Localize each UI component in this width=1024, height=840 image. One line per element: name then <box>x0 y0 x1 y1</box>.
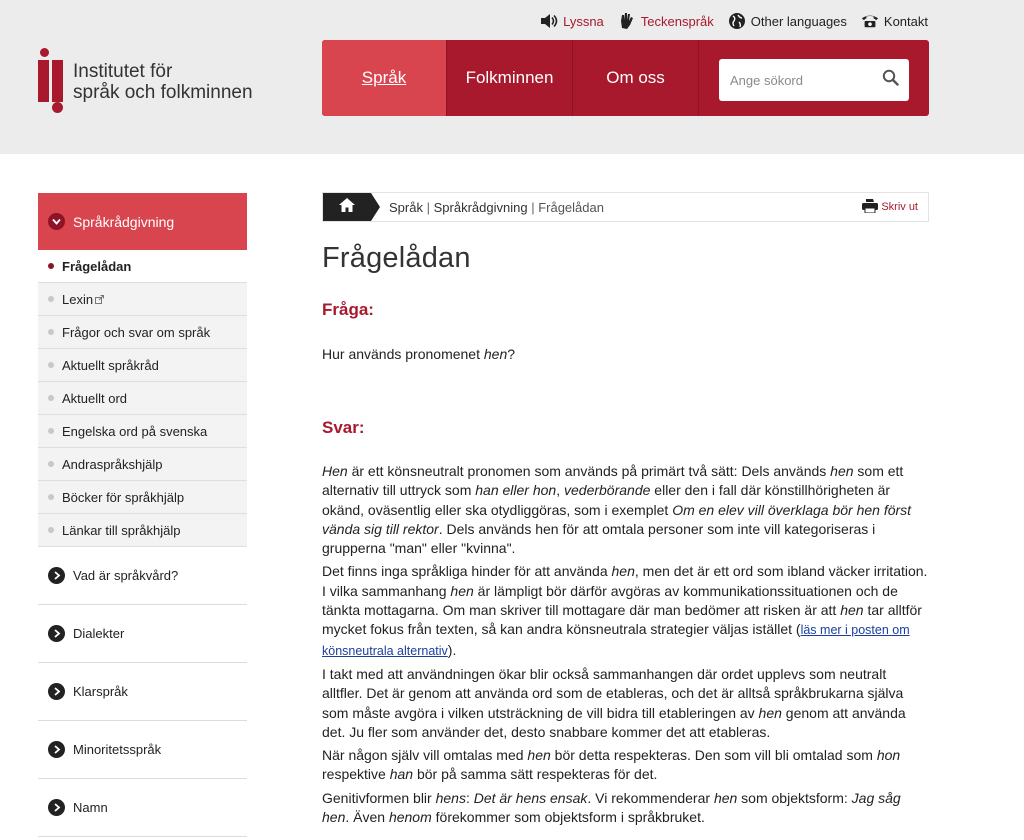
answer-heading: Svar: <box>322 418 365 437</box>
chevron-right-icon <box>48 683 65 700</box>
bullet-icon <box>48 362 54 368</box>
sidebar-item-label: Minoritetsspråk <box>73 742 162 757</box>
sidebar-item-label: Aktuellt språkråd <box>62 357 159 373</box>
answer-paragraph-5: Genitivformen blir hens: Det är hens ensak. Vi rekommenderar hen som objektsform: Jag såg hen. Även henom förekommer som objektsform i språkbruket. <box>322 789 901 826</box>
utility-other-languages-label: Other languages <box>750 13 847 29</box>
sidebar-item-label: Frågelådan <box>62 258 132 274</box>
sidebar-item-dialekter[interactable] <box>38 605 247 663</box>
sidebar-submenu <box>38 250 247 547</box>
sidebar-item-label: Klarspråk <box>73 684 128 699</box>
sidebar-item-label: Vad är språkvård? <box>73 568 179 583</box>
sidebar-item-namn[interactable] <box>38 779 247 837</box>
utility-contact-label: Kontakt <box>883 13 928 29</box>
bullet-icon <box>48 494 54 500</box>
chevron-right-icon <box>48 741 65 758</box>
logo-text <box>73 61 253 103</box>
print-button[interactable] <box>862 199 918 216</box>
breadcrumb-trail <box>389 200 604 215</box>
chevron-right-icon <box>48 567 65 584</box>
speaker-icon <box>540 12 558 30</box>
sidebar-item-aktuellt-sprakrad[interactable] <box>38 349 247 382</box>
sidebar-item-klarsprak[interactable] <box>38 663 247 721</box>
bullet-icon <box>48 263 54 269</box>
search-input[interactable] <box>728 72 868 89</box>
answer-paragraph-1: Hen är ett könsneutralt pronomen som används på primärt två sätt: Dels används hen som ett alternativ till uttryck som han eller hon, vederbörande eller den i fall där könstillhörigheten är okänd, oväsentlig eller ska otydliggöras, som i exemplet Om en elev vill överklaga bör hen först vända sig till rektor. Dels används hen för att omtala personer som inte vill kategoriseras i grupperna "man" eller "kvinna". <box>322 463 912 557</box>
sidebar-item-fragor-och-svar[interactable] <box>38 316 247 349</box>
bullet-icon <box>48 527 54 533</box>
nav-item-folkminnen[interactable]: Folkminnen <box>447 40 573 116</box>
sidebar-item-label: Andraspråkshjälp <box>62 456 163 472</box>
utility-sign-language-label: Teckenspråk <box>640 13 714 29</box>
breadcrumb-item-sprakradgivning[interactable]: Språkrådgivning <box>433 199 528 215</box>
breadcrumb <box>322 192 929 222</box>
search-icon[interactable] <box>882 69 899 91</box>
sidebar-item-label: Aktuellt ord <box>62 390 128 406</box>
sidebar <box>38 193 247 837</box>
chevron-down-icon <box>48 213 65 230</box>
breadcrumb-separator: | <box>531 199 535 215</box>
sidebar-item-minoritetssprak[interactable] <box>38 721 247 779</box>
nav-item-sprak[interactable]: Språk <box>322 40 447 116</box>
globe-icon <box>728 12 746 30</box>
sign-language-hand-icon <box>618 12 636 30</box>
utility-contact-link[interactable] <box>861 12 928 30</box>
sidebar-section-label: Språkrådgivning <box>73 213 175 230</box>
bullet-icon <box>48 461 54 467</box>
answer-paragraph-4: När någon själv vill omtalas med hen bör detta respekteras. Den som vill bli omtalad som hon respektive han bör på samma sätt respekteras för det. <box>322 747 901 783</box>
sidebar-item-label: Frågor och svar om språk <box>62 324 211 340</box>
utility-other-languages-link[interactable] <box>728 12 847 30</box>
sidebar-item-frageladan[interactable] <box>38 250 247 283</box>
printer-icon <box>862 199 878 216</box>
utility-listen-link[interactable] <box>540 12 604 30</box>
answer-paragraph-2: Det finns inga språkliga hinder för att använda hen, men det är ett ord som ibland väcker irritation. I vilka sammanhang hen är lämpligt bör därför avgöras av kommunikationssituationen och de tänkta mottagarna. Om man skriver till mottagare där man bedömer att risken är att hen tar alltför mycket fokus från texten, så kan andra könsneutrala strategier väljas istället (läs mer i posten om könsneutrala alternativ). <box>322 563 928 658</box>
sidebar-section-sprakradgivning[interactable] <box>38 193 247 250</box>
print-label: Skriv ut <box>881 201 918 213</box>
logo-line-2: språk och folkminnen <box>73 82 253 103</box>
logo-mark-icon <box>38 48 66 116</box>
sidebar-item-vad-ar-sprakvard[interactable] <box>38 547 247 605</box>
sidebar-item-label: Engelska ord på svenska <box>62 423 208 439</box>
telephone-icon <box>861 12 879 30</box>
sidebar-item-label: Lexin <box>62 291 94 307</box>
bullet-icon <box>48 428 54 434</box>
breadcrumb-item-sprak[interactable]: Språk <box>389 199 423 215</box>
home-button[interactable] <box>323 193 371 221</box>
sidebar-item-label: Dialekter <box>73 626 125 641</box>
breadcrumb-separator: | <box>426 199 430 215</box>
chevron-right-icon <box>48 625 65 642</box>
sidebar-item-label: Böcker för språkhjälp <box>62 489 185 505</box>
page-title: Frågelådan <box>322 242 471 274</box>
bullet-icon <box>48 329 54 335</box>
sidebar-item-lankar[interactable] <box>38 514 247 547</box>
sidebar-item-andrasprakshjalp[interactable] <box>38 448 247 481</box>
question-text: Hur används pronomenet hen? <box>322 346 516 362</box>
answer-body <box>322 462 929 827</box>
konsneutrala-alternativ-link[interactable]: läs mer i posten om könsneutrala alternativ <box>322 623 910 658</box>
bullet-icon <box>48 296 54 302</box>
search-box <box>719 59 909 101</box>
main-nav <box>322 40 929 116</box>
sidebar-item-label: Namn <box>73 800 108 815</box>
utility-sign-language-link[interactable] <box>618 12 714 30</box>
bullet-icon <box>48 395 54 401</box>
home-icon <box>339 198 355 217</box>
logo-line-1: Institutet för <box>73 61 173 82</box>
breadcrumb-item-current: Frågelådan <box>538 199 604 215</box>
nav-item-om-oss[interactable]: Om oss <box>573 40 699 116</box>
sidebar-item-label: Länkar till språkhjälp <box>62 522 181 538</box>
site-header <box>0 0 1024 154</box>
chevron-right-icon <box>48 799 65 816</box>
external-link-icon <box>95 292 104 307</box>
question-heading: Fråga: <box>322 300 374 319</box>
sidebar-item-aktuellt-ord[interactable] <box>38 382 247 415</box>
sidebar-item-bocker[interactable] <box>38 481 247 514</box>
site-logo[interactable] <box>38 48 253 116</box>
utility-nav <box>540 12 928 30</box>
answer-paragraph-3: I takt med att användningen ökar blir också sammanhangen där ordet upplevs som neutralt alltfler. Det är genom att använda ord som de etableras, och det är alltså språkbrukarna själva som måste avgöra i vilken utsträckning de vill bidra till etableringen av hen genom att använda det. Ju fler som använder det, desto snabbare kommer det att etableras. <box>322 665 906 740</box>
sidebar-item-lexin[interactable] <box>38 283 247 316</box>
utility-listen-label: Lyssna <box>563 13 604 29</box>
main-content <box>322 192 929 831</box>
sidebar-item-engelska-ord[interactable] <box>38 415 247 448</box>
